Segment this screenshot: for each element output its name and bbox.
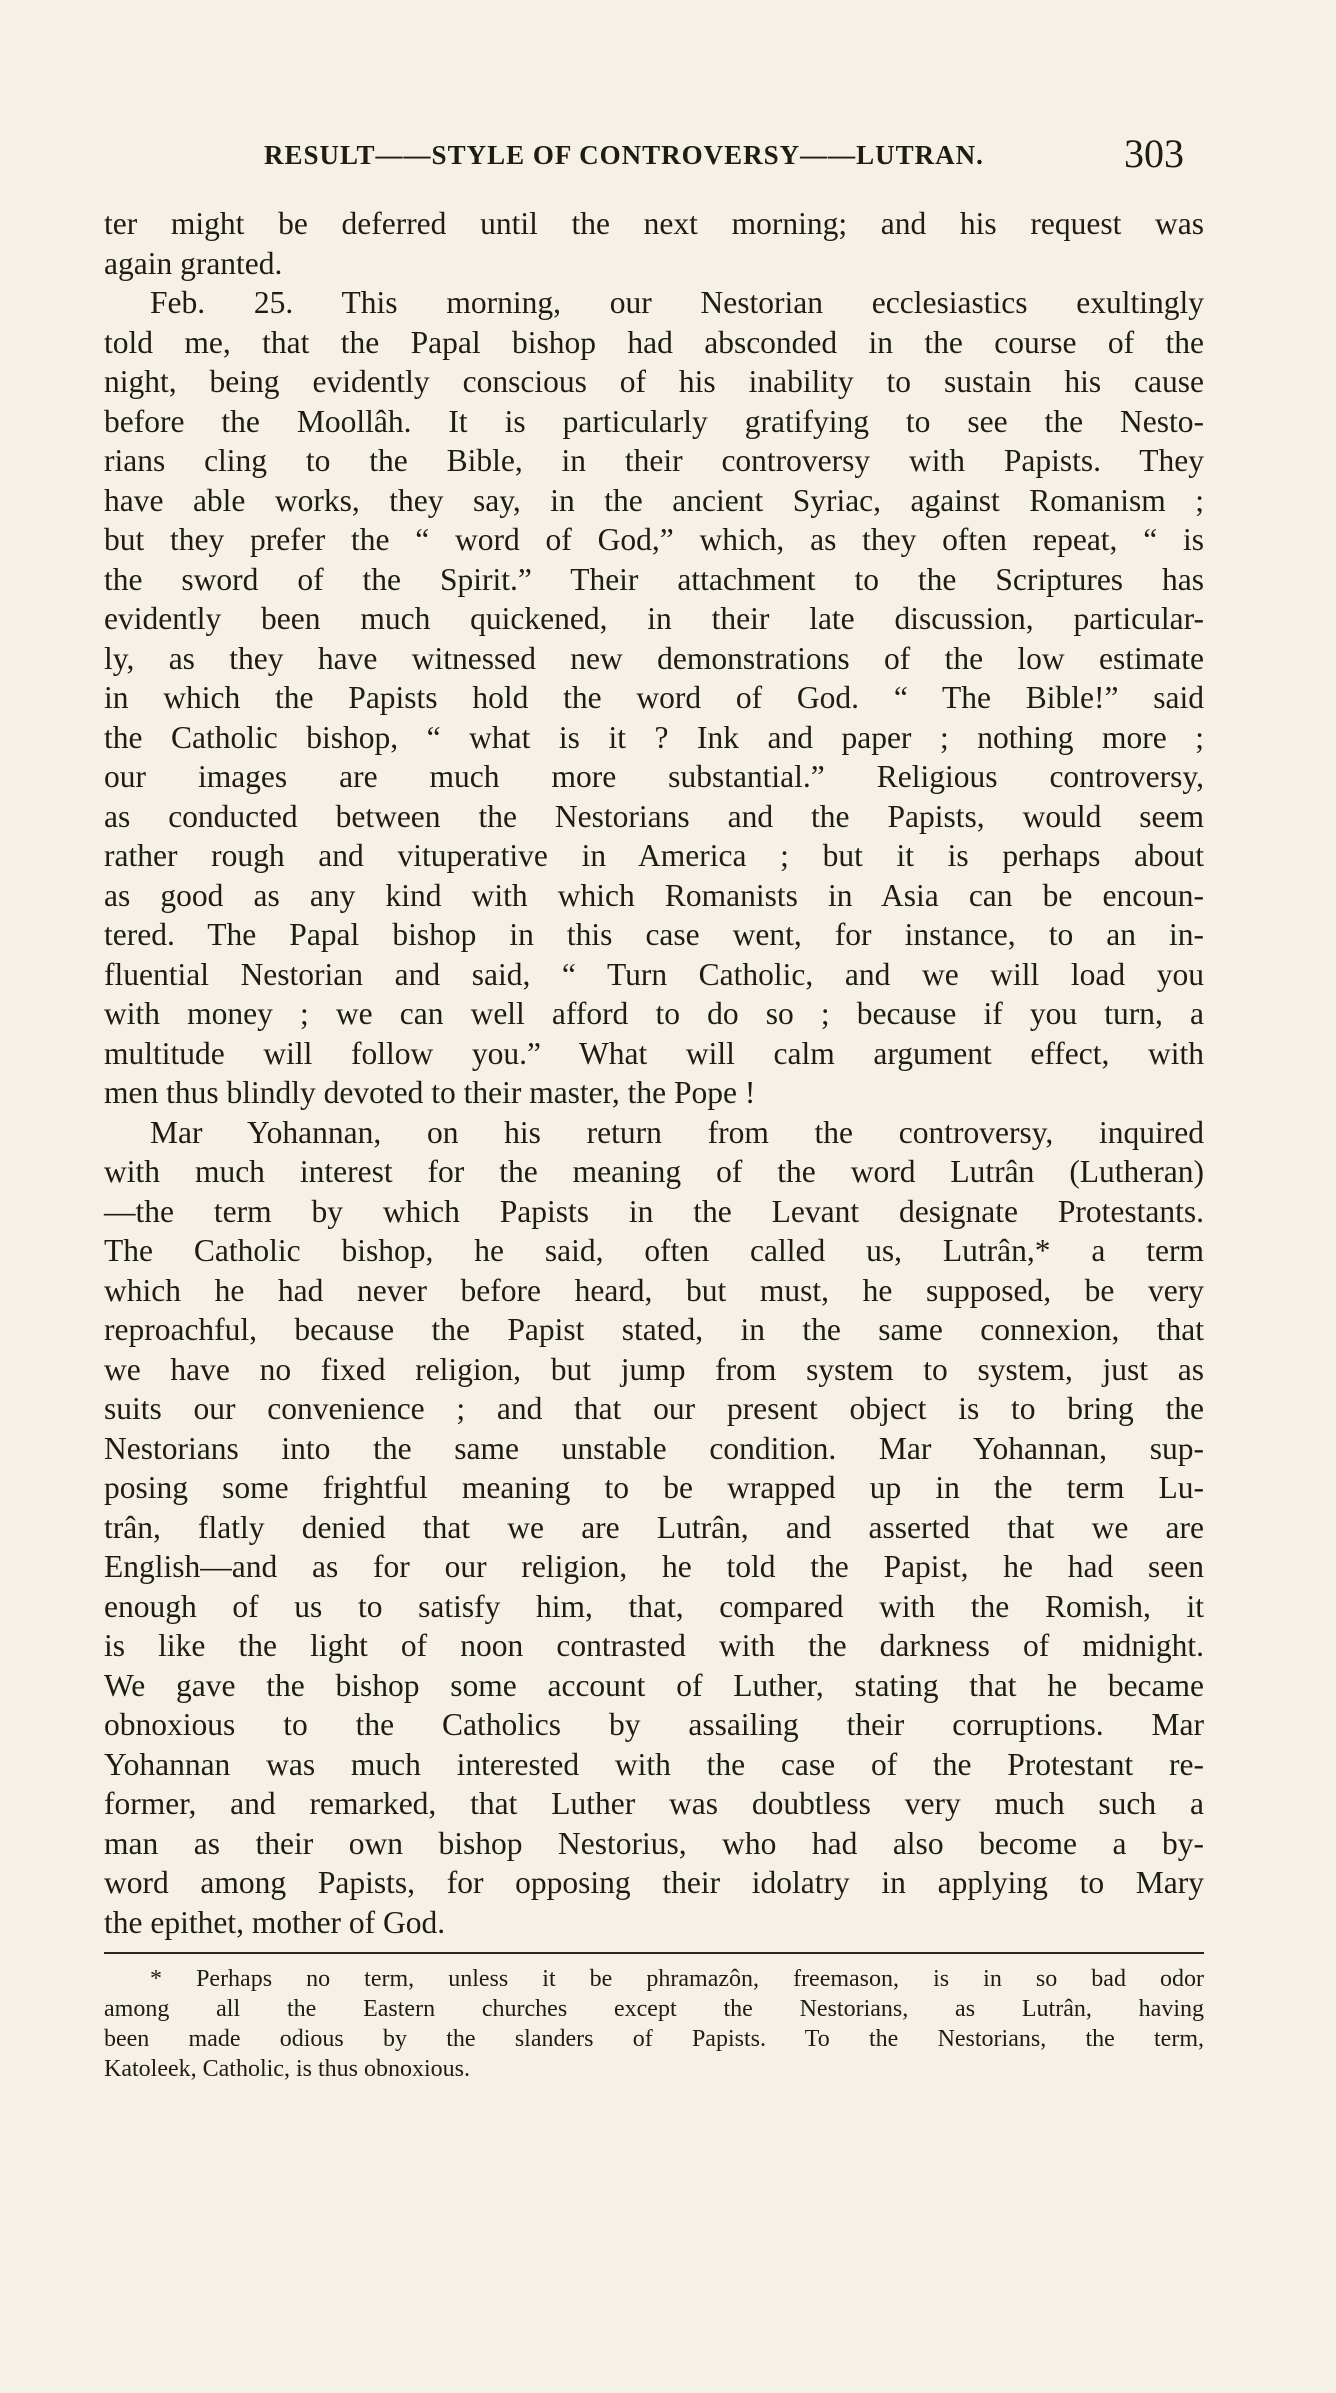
body-text bbox=[104, 204, 1204, 1942]
text-line: which he had never before heard, but must, he supposed, be very bbox=[104, 1272, 1204, 1308]
footnote-line: been made odious by the slanders of Papists. To the Nestorians, the term, bbox=[104, 2026, 1204, 2052]
book-page bbox=[104, 130, 1204, 2084]
text-line: word among Papists, for opposing their idolatry in applying to Mary bbox=[104, 1865, 1204, 1900]
text-line: again granted. bbox=[104, 245, 283, 281]
text-line: multitude will follow you.” What will calm argument effect, with bbox=[104, 1035, 1204, 1071]
text-line: in which the Papists hold the word of God. “ The Bible!” said bbox=[104, 680, 1204, 715]
text-line: Feb. 25. This morning, our Nestorian ecclesiastics exultingly bbox=[150, 285, 1204, 320]
text-line: rians cling to the Bible, in their controversy with Papists. They bbox=[104, 443, 1204, 478]
text-line: told me, that the Papal bishop had absconded in the course of the bbox=[104, 324, 1204, 360]
text-line: Yohannan was much interested with the case of the Protestant re- bbox=[104, 1746, 1204, 1782]
footnote-divider bbox=[104, 1952, 1204, 1954]
text-line: fluential Nestorian and said, “ Turn Catholic, and we will load you bbox=[104, 956, 1204, 992]
text-line: reproachful, because the Papist stated, in the same connexion, that bbox=[104, 1312, 1204, 1347]
footnote-line: * Perhaps no term, unless it be phramazôn, freemason, is in so bad odor bbox=[150, 1966, 1204, 1992]
text-line: evidently been much quickened, in their late discussion, particular- bbox=[104, 601, 1204, 636]
text-line: tered. The Papal bishop in this case went, for instance, to an in- bbox=[104, 917, 1204, 952]
text-line: We gave the bishop some account of Luther, stating that he became bbox=[104, 1667, 1204, 1703]
text-line: trân, flatly denied that we are Lutrân, and asserted that we are bbox=[104, 1509, 1204, 1545]
text-line: ter might be deferred until the next morning; and his request was bbox=[104, 206, 1204, 241]
text-line: Nestorians into the same unstable condition. Mar Yohannan, sup- bbox=[104, 1430, 1204, 1466]
text-line: enough of us to satisfy him, that, compared with the Romish, it bbox=[104, 1588, 1204, 1624]
text-line: men thus blindly devoted to their master, the Pope ! bbox=[104, 1075, 756, 1110]
text-line: as conducted between the Nestorians and the Papists, would seem bbox=[104, 798, 1204, 834]
running-title: RESULT——STYLE OF CONTROVERSY——LUTRAN. bbox=[264, 140, 984, 170]
text-line: the epithet, mother of God. bbox=[104, 1904, 446, 1940]
text-line: our images are much more substantial.” Religious controversy, bbox=[104, 759, 1204, 794]
text-line: English—and as for our religion, he told the Papist, he had seen bbox=[104, 1549, 1204, 1584]
text-line: former, and remarked, that Luther was doubtless very much such a bbox=[104, 1786, 1204, 1821]
page-number: 303 bbox=[1124, 131, 1184, 176]
text-line: we have no fixed religion, but jump from system to system, just as bbox=[104, 1351, 1204, 1387]
text-line: before the Moollâh. It is particularly gratifying to see the Nesto- bbox=[104, 403, 1204, 439]
text-line: as good as any kind with which Romanists in Asia can be encoun- bbox=[104, 877, 1204, 913]
text-line: The Catholic bishop, he said, often called us, Lutrân,* a term bbox=[104, 1233, 1204, 1268]
text-line: Mar Yohannan, on his return from the controversy, inquired bbox=[150, 1114, 1204, 1150]
footnote bbox=[104, 1964, 1204, 2084]
text-line: night, being evidently conscious of his inability to sustain his cause bbox=[104, 364, 1204, 399]
text-line: the sword of the Spirit.” Their attachment to the Scriptures has bbox=[104, 561, 1204, 597]
text-line: posing some frightful meaning to be wrapped up in the term Lu- bbox=[104, 1470, 1204, 1505]
footnote-line: among all the Eastern churches except the Nestorians, as Lutrân, having bbox=[104, 1996, 1204, 2022]
text-line: rather rough and vituperative in America ; but it is perhaps about bbox=[104, 838, 1204, 873]
text-line: suits our convenience ; and that our present object is to bring the bbox=[104, 1391, 1204, 1426]
running-header bbox=[104, 130, 1204, 190]
text-line: the Catholic bishop, “ what is it ? Ink and paper ; nothing more ; bbox=[104, 719, 1204, 755]
text-line: —the term by which Papists in the Levant designate Protestants. bbox=[104, 1193, 1204, 1229]
text-line: with money ; we can well afford to do so ; because if you turn, a bbox=[104, 996, 1204, 1031]
text-line: but they prefer the “ word of God,” which, as they often repeat, “ is bbox=[104, 522, 1204, 557]
text-line: with much interest for the meaning of the word Lutrân (Lutheran) bbox=[104, 1154, 1204, 1189]
text-line: obnoxious to the Catholics by assailing their corruptions. Mar bbox=[104, 1707, 1204, 1742]
text-line: is like the light of noon contrasted with the darkness of midnight. bbox=[104, 1628, 1204, 1663]
text-line: man as their own bishop Nestorius, who had also become a by- bbox=[104, 1825, 1204, 1861]
text-line: have able works, they say, in the ancient Syriac, against Romanism ; bbox=[104, 482, 1204, 518]
text-line: ly, as they have witnessed new demonstrations of the low estimate bbox=[104, 640, 1204, 676]
footnote-line: Katoleek, Catholic, is thus obnoxious. bbox=[104, 2056, 470, 2082]
